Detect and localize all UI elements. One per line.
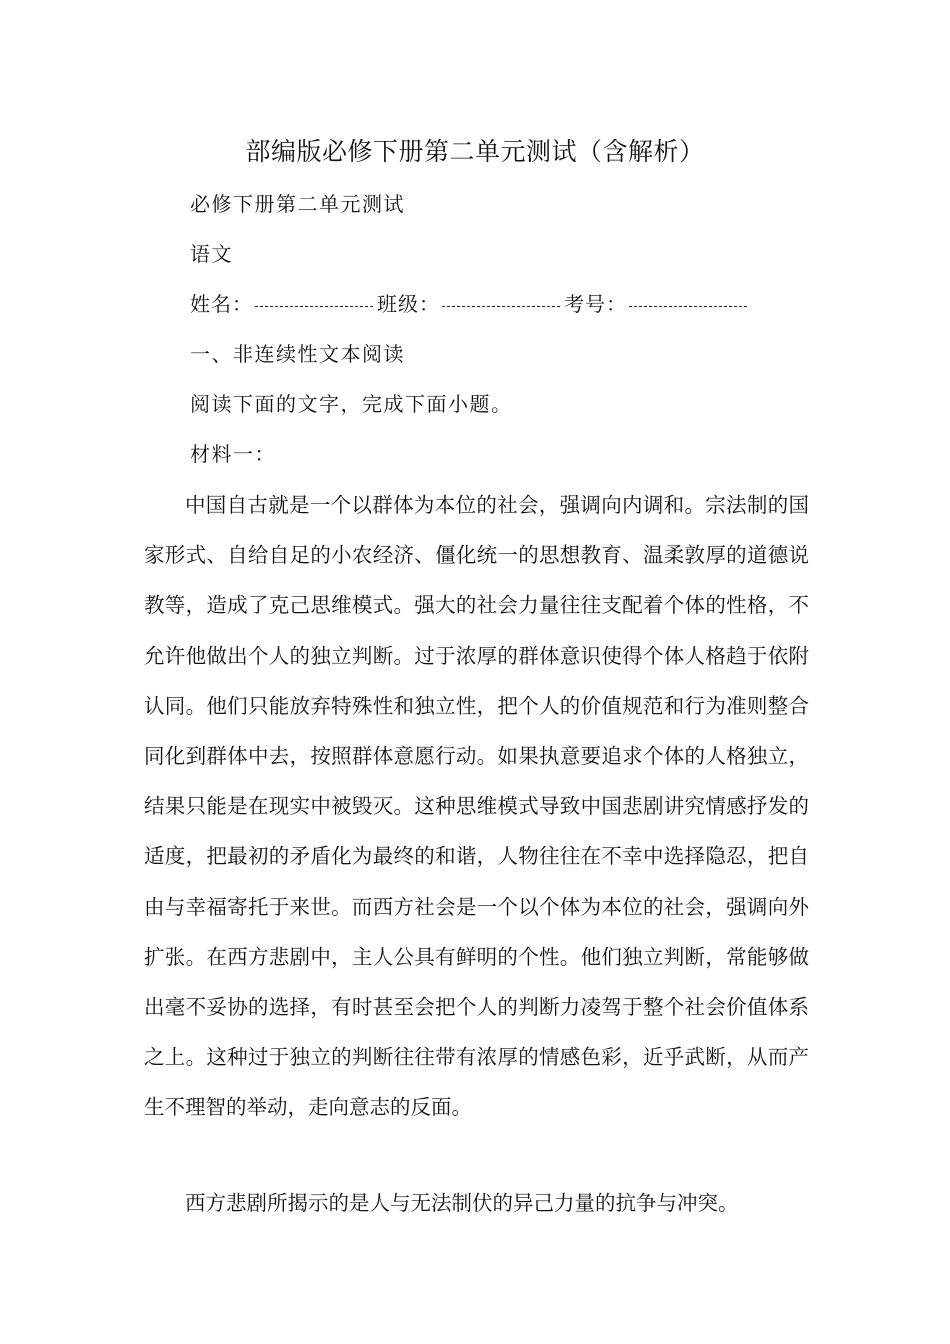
material-label: 材料一： — [190, 442, 276, 466]
instruction-text: 阅读下面的文字，完成下面小题。 — [190, 392, 513, 416]
exam-no-blank — [629, 306, 747, 307]
name-label: 姓名： — [190, 292, 253, 316]
document-title: 部编版必修下册第二单元测试（含解析） — [245, 137, 705, 166]
class-blank — [442, 306, 560, 307]
subject-label: 语文 — [190, 242, 233, 266]
name-blank — [255, 306, 373, 307]
exam-no-label: 考号： — [564, 292, 627, 316]
student-info-row — [190, 288, 751, 317]
paragraph: 中国自古就是一个以群体为本位的社会，强调向内调和。宗法制的国家形式、自给自足的小农经济、僵化统一的思想教育、温柔敦厚的道德说教等，造成了克己思维模式。强大的社会力量往往支配着个体的性格，不允许他做出个人的独立判断。过于浓厚的群体意识使得个体人格趋于依附认同。他们只能放弃特殊性和独立性，把个人的价值规范和行为准则整合同化到群体中去，按照群体意愿行动。如果执意要追求个体的人格独立，结果只能是在现实中被毁灭。这种思维模式导致中国悲剧讲究情感抒发的适度，把最初的矛盾化为最终的和谐，人物往往在不幸中选择隐忍，把自由与幸福寄托于来世。而西方社会是一个以个体为本位的社会，强调向外扩张。在西方悲剧中，主人公具有鲜明的个性。他们独立判断，常能够做出毫不妥协的选择，有时甚至会把个人的判断力凌驾于整个社会价值体系之上。这种过于独立的判断往往带有浓厚的情感色彩，近乎武断，从而产生不理智的举动，走向意志的反面。 — [144, 493, 809, 1120]
section-heading: 一、非连续性文本阅读 — [190, 342, 405, 366]
class-label: 班级： — [377, 292, 440, 316]
paragraph: 西方悲剧所揭示的是人与无法制伏的异己力量的抗争与冲突。 — [185, 1191, 739, 1215]
document-subtitle: 必修下册第二单元测试 — [190, 192, 405, 216]
material-body — [144, 480, 809, 1133]
